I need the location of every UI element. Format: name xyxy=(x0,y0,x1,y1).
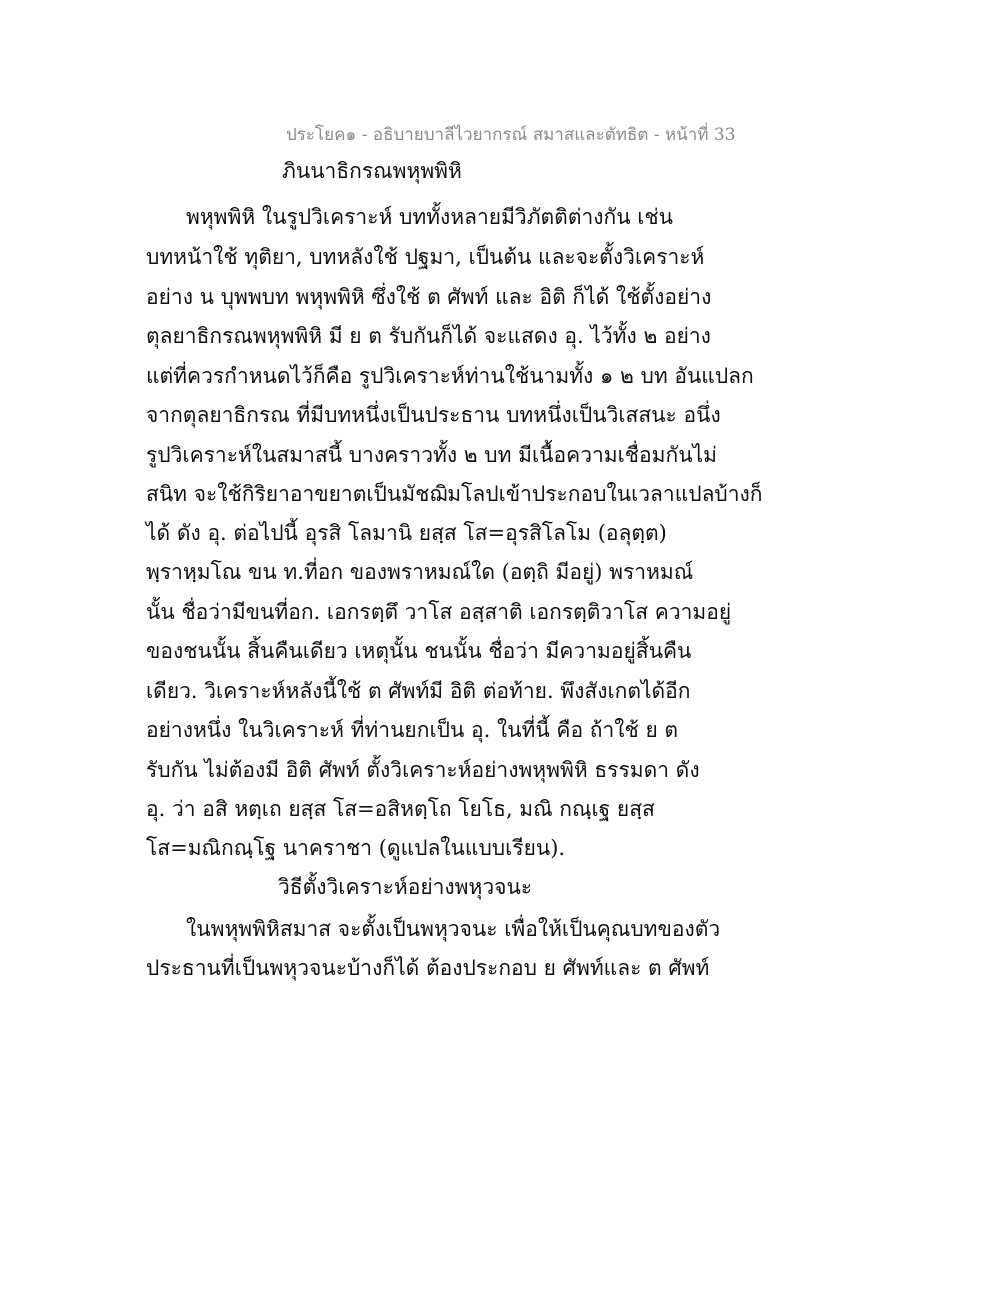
paragraph-line: อย่างหนึ่ง ในวิเคราะห์ ที่ท่านยกเป็น อุ. ในที่นี้ คือ ถ้าใช้ ย ต xyxy=(146,718,679,742)
section-heading-bhinnadhikarana: ภินนาธิกรณพหุพพิหิ xyxy=(282,159,462,183)
paragraph-line: แต่ที่ควรกำหนดไว้ก็คือ รูปวิเคราะห์ท่านใช้นามทั้ง ๑ ๒ บท อันแปลก xyxy=(146,364,754,388)
paragraph-line: รับกัน ไม่ต้องมี อิติ ศัพท์ ตั้งวิเคราะห์อย่างพหุพพิหิ ธรรมดา ดัง xyxy=(146,758,700,782)
paragraph-line: สนิท จะใช้กิริยาอาขยาตเป็นมัชฌิมโลปเข้าประกอบในเวลาแปลบ้างก็ xyxy=(146,482,763,506)
paragraph-line: ประธานที่เป็นพหุวจนะบ้างก็ได้ ต้องประกอบ ย ศัพท์และ ต ศัพท์ xyxy=(146,956,710,980)
paragraph-line: พหุพพิหิ ในรูปวิเคราะห์ บททั้งหลายมีวิภัตติต่างกัน เช่น xyxy=(186,205,674,229)
paragraph-line: ตุลยาธิกรณพหุพพิหิ มี ย ต รับกันก็ได้ จะแสดง อุ. ไว้ทั้ง ๒ อย่าง xyxy=(146,324,711,348)
paragraph-line: ของชนนั้น สิ้นคืนเดียว เหตุนั้น ชนนั้น ชื่อว่า มีความอยู่สิ้นคืน xyxy=(146,639,692,663)
paragraph-line: อย่าง น บุพพบท พหุพพิหิ ซึ่งใช้ ต ศัพท์ และ อิติ ก็ได้ ใช้ตั้งอย่าง xyxy=(146,285,712,309)
paragraph-line: ในพหุพพิหิสมาส จะตั้งเป็นพหุวจนะ เพื่อให้เป็นคุณบทของตัว xyxy=(186,917,721,941)
paragraph-line: บทหน้าใช้ ทุติยา, บทหลังใช้ ปฐมา, เป็นต้น และจะตั้งวิเคราะห์ xyxy=(146,245,705,269)
paragraph-line: อุ. ว่า อสิ หตฺเถ ยสฺส โส=อสิหตฺโถ โยโธ, มณิ กณฺเฐ ยสฺส xyxy=(146,797,655,821)
paragraph-line: นั้น ชื่อว่ามีขนที่อก. เอกรตฺตึ วาโส อสฺสาติ เอกรตฺติวาโส ความอยู่ xyxy=(146,600,732,624)
paragraph-line: เดียว. วิเคราะห์หลังนี้ใช้ ต ศัพท์มี อิติ ต่อท้าย. พึงสังเกตได้อีก xyxy=(146,679,691,703)
paragraph-line: รูปวิเคราะห์ในสมาสนี้ บางคราวทั้ง ๒ บท มีเนื้อความเชื่อมกันไม่ xyxy=(146,443,717,467)
running-header: ประโยค๑ - อธิบายบาลีไวยากรณ์ สมาสและตัทธิต - หน้าที่ 33 xyxy=(286,125,736,145)
paragraph-line: ได้ ดัง อุ. ต่อไปนี้ อุรสิ โลมานิ ยสฺส โส=อุรสิโลโม (อลุตฺต) xyxy=(146,521,667,545)
paragraph-line: โส=มณิกณฺโฐ นาคราชา (ดูแปลในแบบเรียน). xyxy=(146,836,566,860)
section-heading-plural-analysis: วิธีตั้งวิเคราะห์อย่างพหุวจนะ xyxy=(278,875,533,899)
paragraph-line: จากตุลยาธิกรณ ที่มีบทหนึ่งเป็นประธาน บทหนึ่งเป็นวิเสสนะ อนึ่ง xyxy=(146,403,721,427)
paragraph-line: พฺราหฺมโณ ขน ท.ที่อก ของพราหมณ์ใด (อตฺถิ มีอยู่) พราหมณ์ xyxy=(146,560,694,584)
